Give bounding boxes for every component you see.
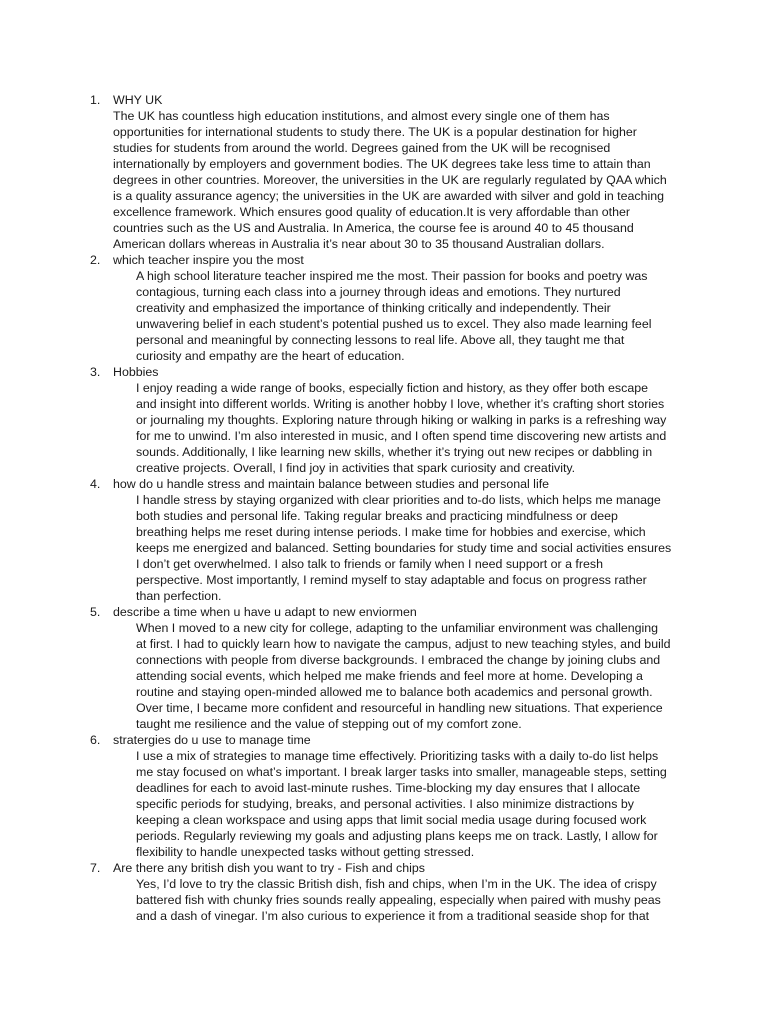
item-number: 2. (90, 253, 101, 267)
answer-line: connections with people from diverse backgrounds. I embraced the change by joining clubs and (136, 653, 661, 667)
question-heading: Are there any british dish you want to try - Fish and chips (113, 861, 425, 875)
answer-line: at first. I had to quickly learn how to navigate the campus, adjust to new teaching styles, and build (136, 637, 671, 651)
question-heading: which teacher inspire you the most (113, 253, 304, 267)
answer-line: unwavering belief in each student’s potential pushed us to excel. They also made learning feel (136, 317, 652, 331)
document-page (0, 92, 768, 924)
answer-paragraph (113, 108, 688, 252)
answer-line: than perfection. (136, 589, 222, 603)
answer-line: I use a mix of strategies to manage time effectively. Prioritizing tasks with a daily to-do list helps (136, 749, 659, 763)
question-list (0, 92, 768, 924)
answer-paragraph (136, 380, 688, 476)
answer-line: When I moved to a new city for college, adapting to the unfamiliar environment was challenging (136, 621, 659, 635)
answer-line: Over time, I became more confident and resourceful in handling new situations. That experience (136, 701, 663, 715)
answer-line: personal and meaningful by connecting lessons to real life. Above all, they taught me that (136, 333, 625, 347)
answer-line: A high school literature teacher inspired me the most. Their passion for books and poetry was (136, 269, 648, 283)
answer-paragraph (136, 748, 688, 860)
answer-line: degrees in other countries. Moreover, the universities in the UK are regularly regulated by QAA which (113, 173, 667, 187)
answer-paragraph (136, 876, 688, 924)
answer-line: perspective. Most importantly, I remind myself to stay adaptable and focus on progress rather (136, 573, 647, 587)
item-number: 6. (90, 733, 101, 747)
answer-line: both studies and personal life. Taking regular breaks and practicing mindfulness or deep (136, 509, 618, 523)
answer-line: countries such as the US and Australia. In America, the course fee is around 40 to 45 thousand (113, 221, 634, 235)
item-number: 1. (90, 93, 101, 107)
answer-line: creative projects. Overall, I find joy in activities that spark curiosity and creativity. (136, 461, 576, 475)
list-item (0, 252, 768, 364)
answer-line: breathing helps me reset during intense periods. I make time for hobbies and exercise, which (136, 525, 646, 539)
list-item (0, 860, 768, 924)
answer-line: sounds. Additionally, I like learning new skills, whether it’s trying out new recipes or dabbling in (136, 445, 653, 459)
answer-line: opportunities for international students to study there. The UK is a popular destination for higher (113, 125, 637, 139)
answer-line: I enjoy reading a wide range of books, especially fiction and history, as they offer both escape (136, 381, 648, 395)
answer-line: The UK has countless high education institutions, and almost every single one of them has (113, 109, 610, 123)
answer-line: I don’t get overwhelmed. I also talk to friends or family when I need support or a fresh (136, 557, 603, 571)
question-heading: stratergies do u use to manage time (113, 733, 311, 747)
answer-line: keeps me energized and balanced. Setting boundaries for study time and social activities ensures (136, 541, 672, 555)
answer-line: for me to unwind. I’m also interested in music, and I often spend time discovering new artists and (136, 429, 667, 443)
answer-line: is a quality assurance agency; the universities in the UK are awarded with silver and gold in teaching (113, 189, 665, 203)
answer-line: and insight into different worlds. Writing is another hobby I love, whether it’s crafting short stories (136, 397, 665, 411)
answer-line: flexibility to handle unexpected tasks without getting stressed. (136, 845, 475, 859)
answer-line: taught me resilience and the value of stepping out of my comfort zone. (136, 717, 522, 731)
answer-line: deadlines for each to avoid last-minute rushes. Time-blocking my day ensures that I allocate (136, 781, 641, 795)
answer-line: attending social events, which helped me make friends and feel more at home. Developing a (136, 669, 643, 683)
answer-line: Yes, I’d love to try the classic British dish, fish and chips, when I’m in the UK. The idea of crispy (136, 877, 657, 891)
question-heading: how do u handle stress and maintain balance between studies and personal life (113, 477, 550, 491)
item-number: 3. (90, 365, 101, 379)
answer-line: specific periods for studying, breaks, and personal activities. I also minimize distractions by (136, 797, 634, 811)
answer-line: keeping a clean workspace and using apps that limit social media usage during focused work (136, 813, 647, 827)
list-item (0, 364, 768, 476)
list-item (0, 476, 768, 604)
answer-paragraph (136, 620, 688, 732)
item-number: 5. (90, 605, 101, 619)
answer-line: battered fish with chunky fries sounds really appealing, especially when paired with mushy peas (136, 893, 661, 907)
answer-line: curiosity and empathy are the heart of education. (136, 349, 405, 363)
question-heading: Hobbies (113, 365, 159, 379)
answer-paragraph (136, 268, 688, 364)
list-item (0, 732, 768, 860)
answer-line: me stay focused on what’s important. I break larger tasks into smaller, manageable steps, setting (136, 765, 667, 779)
item-number: 4. (90, 477, 101, 491)
answer-line: excellence framework. Which ensures good quality of education.It is very affordable than other (113, 205, 631, 219)
question-heading: WHY UK (113, 93, 163, 107)
answer-line: periods. Regularly reviewing my goals and adjusting plans keeps me on track. Lastly, I allow for (136, 829, 658, 843)
answer-line: contagious, turning each class into a journey through ideas and emotions. They nurtured (136, 285, 621, 299)
answer-line: internationally by employers and government bodies. The UK degrees take less time to attain than (113, 157, 651, 171)
answer-line: I handle stress by staying organized with clear priorities and to-do lists, which helps me manage (136, 493, 661, 507)
answer-line: or journaling my thoughts. Exploring nature through hiking or walking in parks is a refreshing way (136, 413, 667, 427)
answer-line: routine and staying open-minded allowed me to balance both academics and personal growth. (136, 685, 653, 699)
item-number: 7. (90, 861, 101, 875)
answer-line: and a dash of vinegar. I’m also curious to experience it from a traditional seaside shop for that (136, 909, 650, 923)
answer-line: studies for students from around the world. Degrees gained from the UK will be recognised (113, 141, 611, 155)
question-heading: describe a time when u have u adapt to new enviormen (113, 605, 417, 619)
list-item (0, 92, 768, 252)
list-item (0, 604, 768, 732)
answer-line: American dollars whereas in Australia it’s near about 30 to 35 thousand Australian dollars. (113, 237, 605, 251)
answer-paragraph (136, 492, 688, 604)
answer-line: creativity and emphasized the importance of thinking critically and independently. Their (136, 301, 611, 315)
